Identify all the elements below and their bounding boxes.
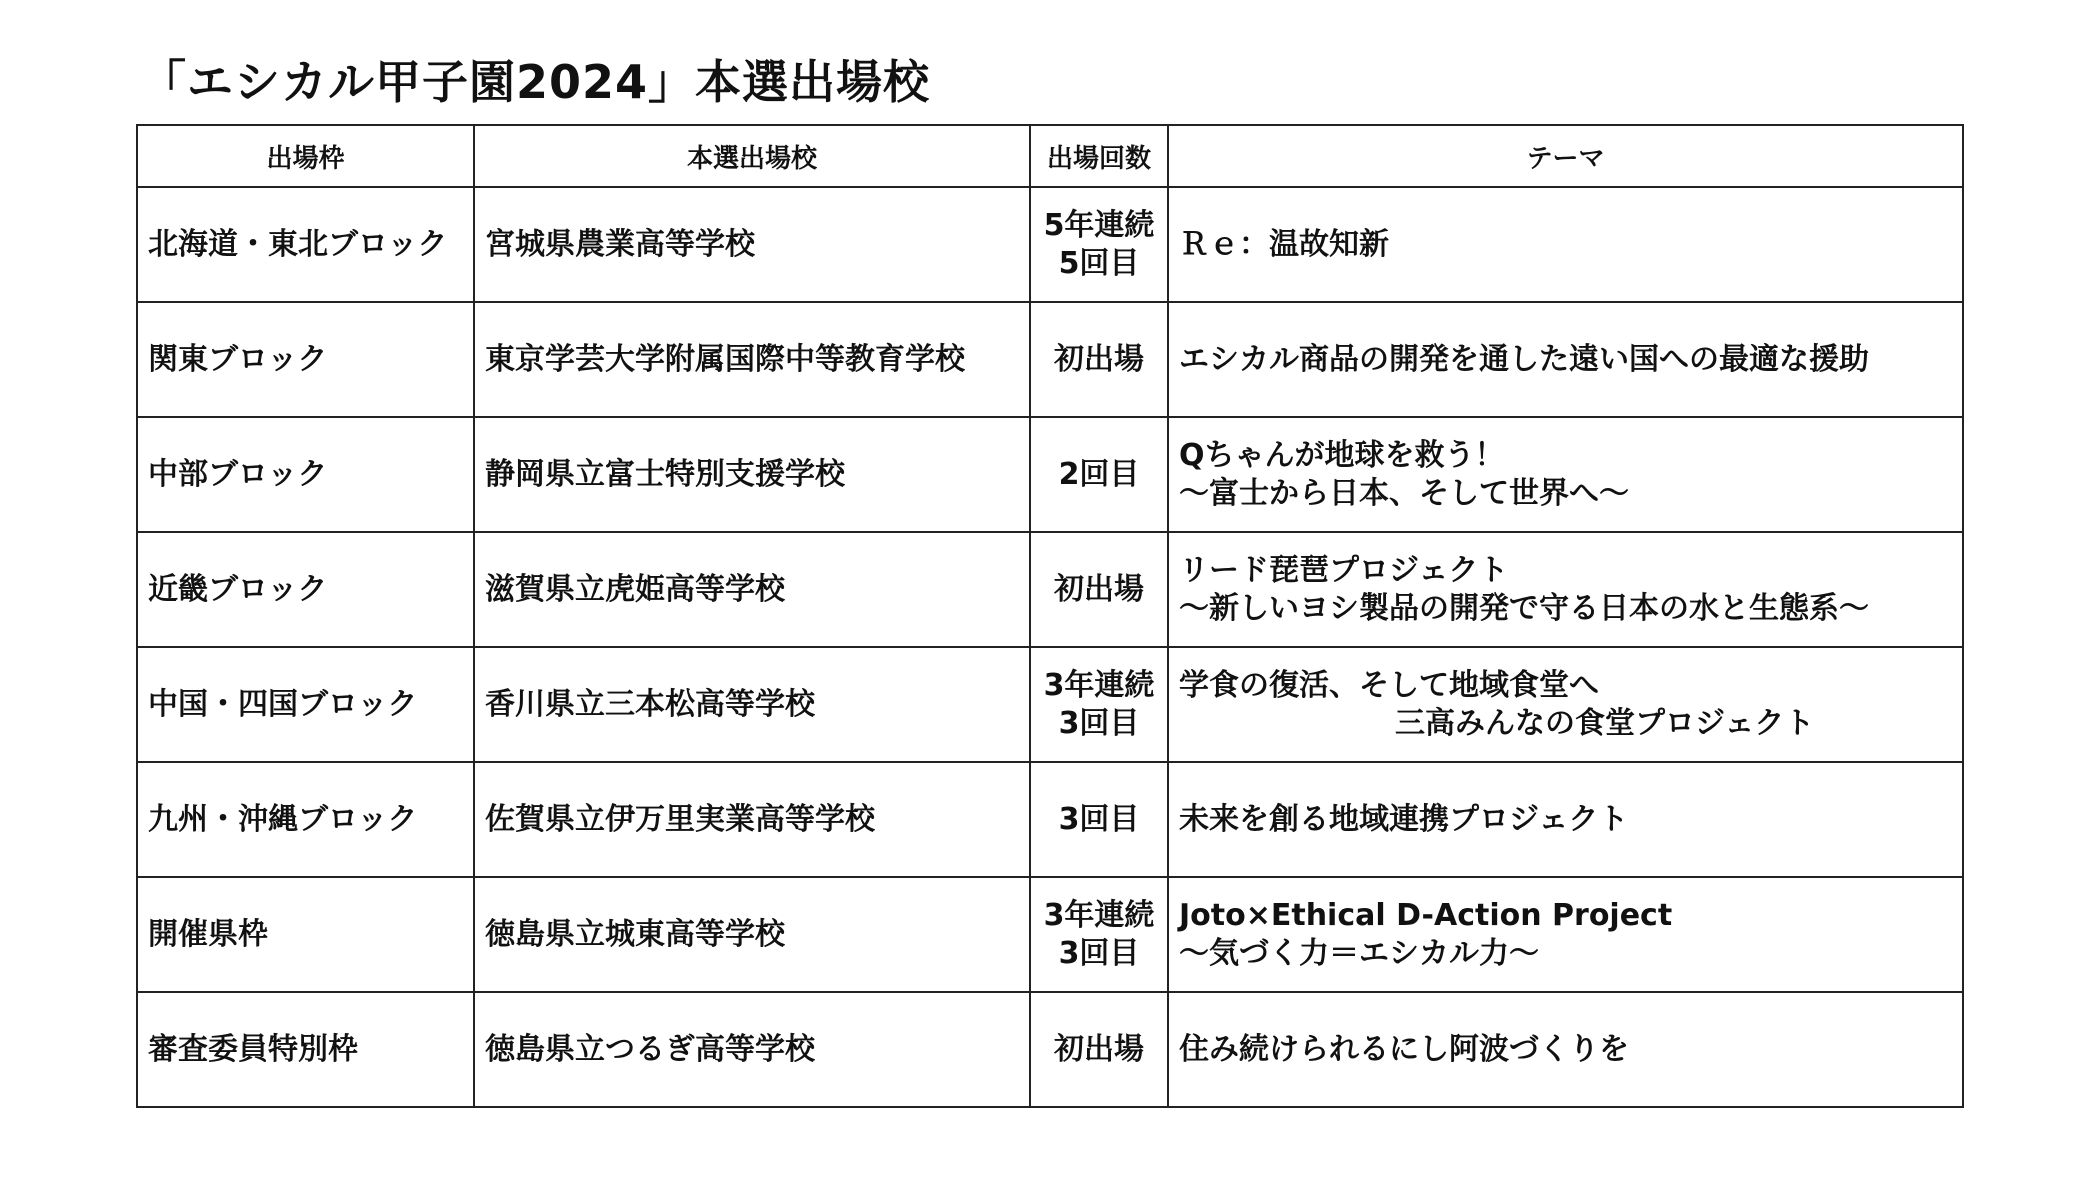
cell-theme xyxy=(1168,532,1963,647)
cell-block: 九州・沖縄ブロック xyxy=(137,762,474,877)
theme-line-1: 学食の復活、そして地域食堂へ xyxy=(1179,667,1599,703)
table-row xyxy=(137,647,1963,762)
table-row xyxy=(137,532,1963,647)
cell-school: 徳島県立城東高等学校 xyxy=(474,877,1030,992)
theme-line-1: エシカル商品の開発を通した遠い国への最適な援助 xyxy=(1179,341,1869,377)
cell-block: 開催県枠 xyxy=(137,877,474,992)
cell-count xyxy=(1030,187,1168,302)
cell-school: 香川県立三本松高等学校 xyxy=(474,647,1030,762)
count-line-1: 5年連続 xyxy=(1043,207,1155,243)
count-line-1: 初出場 xyxy=(1054,1031,1144,1067)
count-line-2: 3回目 xyxy=(1058,705,1140,741)
cell-count xyxy=(1030,302,1168,417)
theme-line-1: 住み続けられるにし阿波づくりを xyxy=(1179,1031,1629,1067)
cell-theme xyxy=(1168,187,1963,302)
cell-school: 徳島県立つるぎ高等学校 xyxy=(474,992,1030,1107)
cell-count xyxy=(1030,647,1168,762)
header-theme: テーマ xyxy=(1168,125,1963,187)
table-row xyxy=(137,302,1963,417)
cell-theme xyxy=(1168,417,1963,532)
count-line-2: 3回目 xyxy=(1058,935,1140,971)
cell-school: 東京学芸大学附属国際中等教育学校 xyxy=(474,302,1030,417)
cell-count xyxy=(1030,992,1168,1107)
count-line-1: 3年連続 xyxy=(1043,897,1155,933)
table-header-row xyxy=(137,125,1963,187)
count-line-1: 3回目 xyxy=(1058,801,1140,837)
cell-theme xyxy=(1168,302,1963,417)
cell-block: 審査委員特別枠 xyxy=(137,992,474,1107)
theme-line-2: ～気づく力＝エシカル力～ xyxy=(1179,935,1539,971)
count-line-1: 2回目 xyxy=(1058,456,1140,492)
cell-school: 宮城県農業高等学校 xyxy=(474,187,1030,302)
header-block: 出場枠 xyxy=(137,125,474,187)
count-line-2: 5回目 xyxy=(1058,245,1140,281)
cell-block: 近畿ブロック xyxy=(137,532,474,647)
schools-table xyxy=(136,124,1964,1108)
cell-count xyxy=(1030,532,1168,647)
theme-line-2: 三高みんなの食堂プロジェクト xyxy=(1395,705,1815,741)
theme-line-1: リード琵琶プロジェクト xyxy=(1179,552,1509,588)
count-line-1: 3年連続 xyxy=(1043,667,1155,703)
table-row xyxy=(137,762,1963,877)
cell-theme xyxy=(1168,992,1963,1107)
page-title: 「エシカル甲子園2024」本選出場校 xyxy=(140,55,931,109)
table-row xyxy=(137,992,1963,1107)
theme-line-1: Joto×Ethical D-Action Project xyxy=(1179,897,1673,933)
header-school: 本選出場校 xyxy=(474,125,1030,187)
theme-line-2: ～富士から日本、そして世界へ～ xyxy=(1179,475,1629,511)
cell-block: 中国・四国ブロック xyxy=(137,647,474,762)
count-line-1: 初出場 xyxy=(1054,341,1144,377)
cell-theme xyxy=(1168,877,1963,992)
cell-count xyxy=(1030,417,1168,532)
cell-school: 佐賀県立伊万里実業高等学校 xyxy=(474,762,1030,877)
theme-line-2: ～新しいヨシ製品の開発で守る日本の水と生態系～ xyxy=(1179,590,1869,626)
theme-line-1: 未来を創る地域連携プロジェクト xyxy=(1179,801,1629,837)
cell-school: 滋賀県立虎姫高等学校 xyxy=(474,532,1030,647)
header-count: 出場回数 xyxy=(1030,125,1168,187)
table-row xyxy=(137,877,1963,992)
theme-line-1: Qちゃんが地球を救う！ xyxy=(1179,437,1505,473)
cell-block: 関東ブロック xyxy=(137,302,474,417)
cell-count xyxy=(1030,762,1168,877)
cell-theme xyxy=(1168,647,1963,762)
table-row xyxy=(137,187,1963,302)
count-line-1: 初出場 xyxy=(1054,571,1144,607)
cell-theme xyxy=(1168,762,1963,877)
theme-line-1: Ｒｅ：温故知新 xyxy=(1179,226,1389,262)
cell-school: 静岡県立富士特別支援学校 xyxy=(474,417,1030,532)
table-row xyxy=(137,417,1963,532)
cell-count xyxy=(1030,877,1168,992)
cell-block: 中部ブロック xyxy=(137,417,474,532)
cell-block: 北海道・東北ブロック xyxy=(137,187,474,302)
